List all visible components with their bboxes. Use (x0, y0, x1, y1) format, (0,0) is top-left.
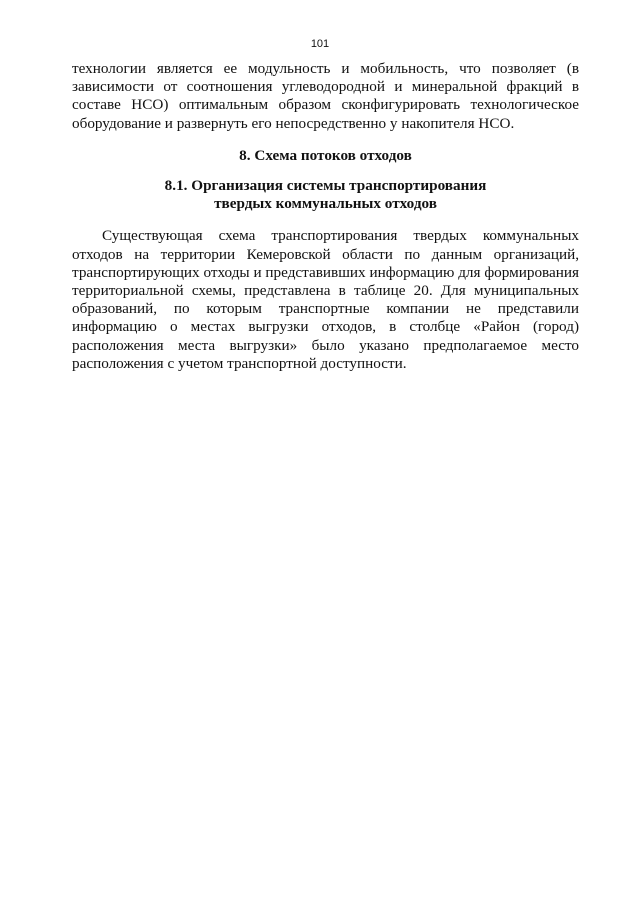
document-body (72, 60, 579, 373)
subsection-heading-line1: 8.1. Организация системы транспортирования (164, 177, 487, 195)
section-heading: 8. Схема потоков отходов (239, 146, 412, 164)
paragraph-continuation: технологии является ее модульность и мобильность, что позволяет (в зависимости от соотношения углеводородной и минеральной фракций в составе НСО) оптимальным образом сконфигурировать технологическое оборудование и развернуть его непосредственно у накопителя НСО. (72, 60, 579, 132)
page-number: 101 (310, 38, 330, 50)
subsection-heading-line2: твердых коммунальных отходов (214, 195, 437, 213)
paragraph-transport-scheme: Существующая схема транспортирования твердых коммунальных отходов на территории Кемеровской области по данным организаций, транспортирующих отходы и представивших информацию для формирования территориальной схемы, представлена в таблице 20. Для муниципальных образований, по которым транспортные компании не представили информацию о местах выгрузки отходов, в столбце «Район (город) расположения места выгрузки» было указано предполагаемое место расположения с учетом транспортной доступности. (72, 227, 579, 372)
